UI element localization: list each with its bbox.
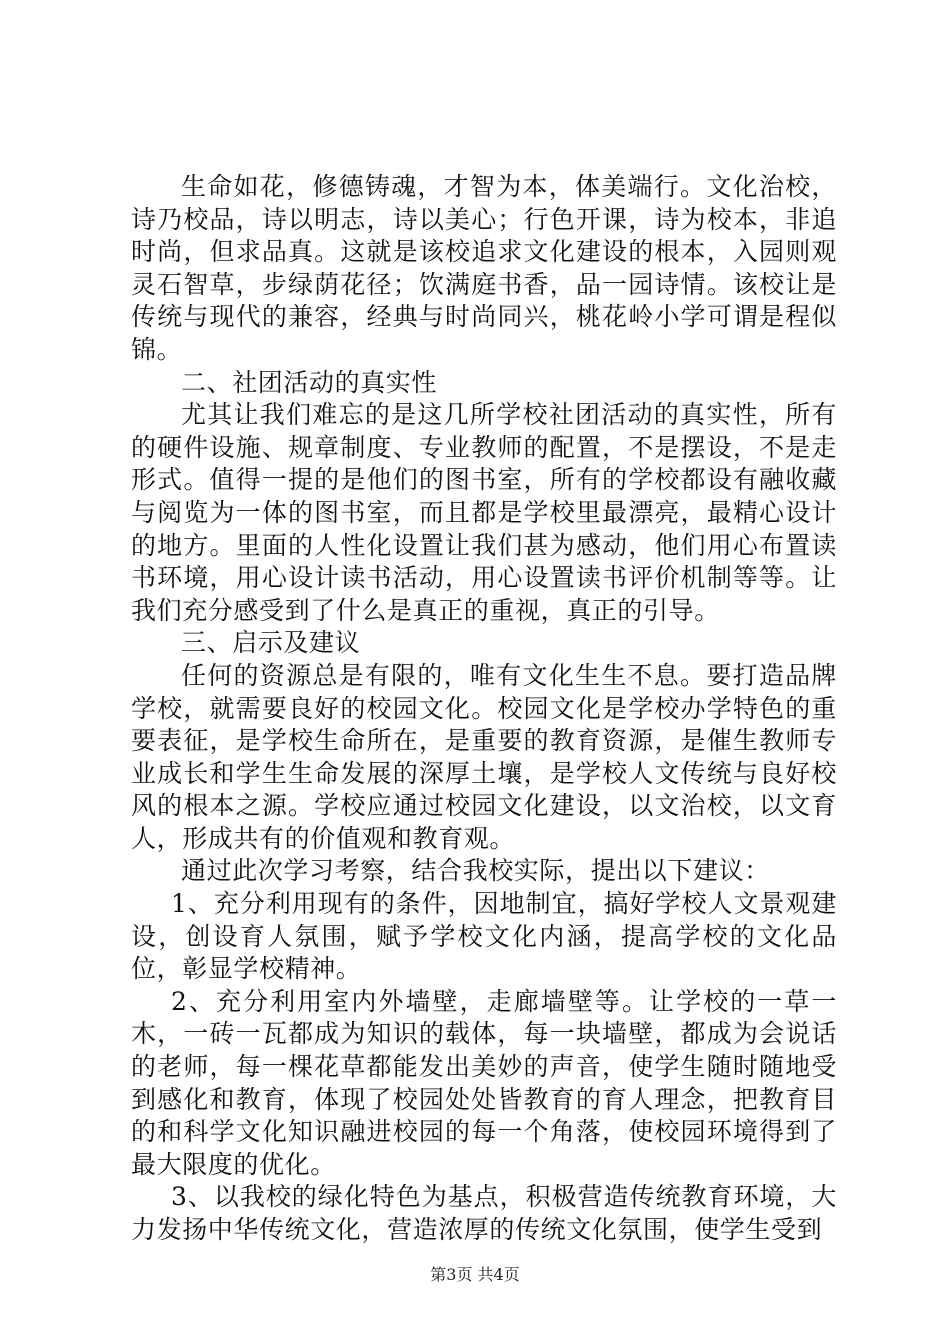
section-heading-3: 三、启示及建议 xyxy=(181,628,361,658)
paragraph-school-culture: 生命如花，修德铸魂，才智为本，体美端行。文化治校，诗乃校品，诗以明志，诗以美心；行色开课，诗为校本，非追时尚，但求品真。这就是该校追求文化建设的根本，入园则观灵石智草，步绿荫花径；饮满庭书香，品一园诗情。该校让是传统与现代的兼容，经典与时尚同兴，桃花岭小学可谓是程似锦。 xyxy=(131,172,837,364)
paragraph-club-activities: 尤其让我们难忘的是这几所学校社团活动的真实性，所有的硬件设施、规章制度、专业教师的配置，不是摆设，不是走形式。值得一提的是他们的图书室，所有的学校都设有融收藏与阅览为一体的图书室，而且都是学校里最漂亮，最精心设计的地方。里面的人性化设置让我们甚为感动，他们用心布置读书环境，用心设计读书活动，用心设置读书评价机制等等。让我们充分感受到了什么是真正的重视，真正的引导。 xyxy=(131,400,837,625)
document-body xyxy=(131,171,837,1247)
suggestion-item-3: 3、以我校的绿化特色为基点，积极营造传统教育环境，大力发扬中华传统文化，营造浓厚的传统文化氛围，使学生受到 xyxy=(131,1182,837,1244)
suggestion-item-1: 1、充分利用现有的条件，因地制宜，搞好学校人文景观建设，创设育人氛围，赋予学校文化内涵，提高学校的文化品位，彰显学校精神。 xyxy=(131,889,837,984)
paragraph-resources: 任何的资源总是有限的，唯有文化生生不息。要打造品牌学校，就需要良好的校园文化。校园文化是学校办学特色的重要表征，是学校生命所在，是重要的教育资源，是催生教师专业成长和学生生命发展的深厚土壤，是学校人文传统与良好校风的根本之源。学校应通过校园文化建设，以文治校，以文育人，形成共有的价值观和教育观。 xyxy=(131,660,837,853)
paragraph-suggestions-intro: 通过此次学习考察，结合我校实际，提出以下建议： xyxy=(181,856,770,886)
page-number-footer: 第3页 共4页 xyxy=(430,1265,520,1284)
section-heading-2: 二、社团活动的真实性 xyxy=(181,367,438,397)
suggestion-item-2: 2、充分利用室内外墙壁，走廊墙壁等。让学校的一草一木，一砖一瓦都成为知识的载体，每一块墙壁，都成为会说话的老师，每一棵花草都能发出美妙的声音，使学生随时随地受到感化和教育，体现了校园处处皆教育的育人理念，把教育目的和科学文化知识融进校园的每一个角落，使校园环境得到了最大限度的优化。 xyxy=(131,986,837,1179)
